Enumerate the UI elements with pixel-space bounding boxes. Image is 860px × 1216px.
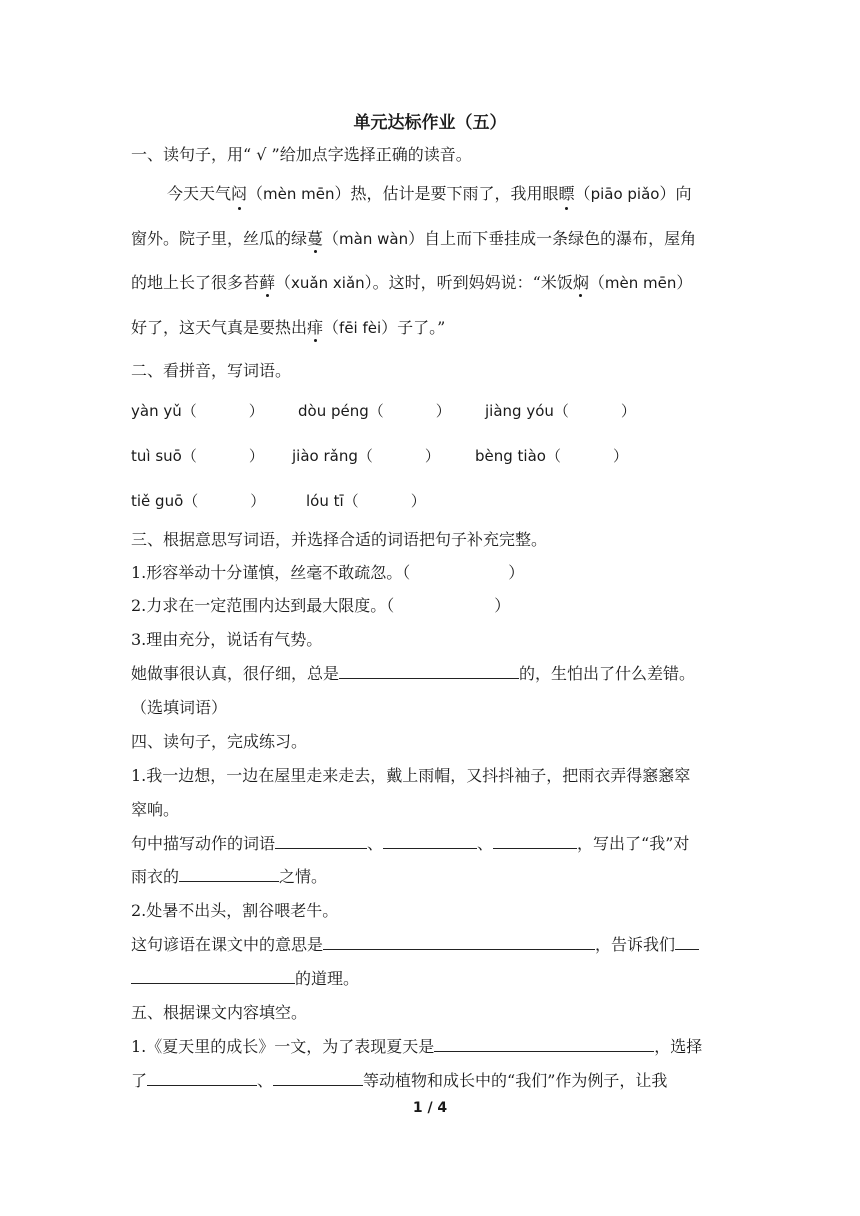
- answer-blank[interactable]: [434, 1036, 654, 1052]
- pinyin-item: tuì suō（ ）: [131, 447, 264, 465]
- answer-blank[interactable]: [493, 833, 577, 849]
- page-title: 单元达标作业（五）: [353, 113, 507, 133]
- section-3-heading: 三、根据意思写词语，并选择合适的词语把句子补充完整。: [131, 530, 548, 549]
- question-4-1-fill: 句中描写动作的词语 、 、 ，写出了“我”对: [131, 834, 690, 853]
- question-3-3: 3.理由充分，说话有气势。: [131, 630, 323, 649]
- section-4-heading: 四、读句子，完成练习。: [131, 732, 308, 751]
- pinyin-item: lóu tī（ ）: [306, 492, 426, 510]
- section-1-heading: 一、读句子，用“ √ ”给加点字选择正确的读音。: [131, 145, 472, 164]
- answer-blank[interactable]: [323, 934, 595, 950]
- question-4-1: 1.我一边想，一边在屋里走来走去，戴上雨帽，又抖抖袖子，把雨衣弄得窸窸窣: [131, 766, 691, 785]
- answer-blank[interactable]: [675, 934, 699, 950]
- answer-blank[interactable]: [339, 663, 519, 679]
- answer-blank[interactable]: [147, 1070, 257, 1086]
- section-5-heading: 五、根据课文内容填空。: [131, 1003, 308, 1022]
- question-5-1: 1.《夏天里的成长》一文，为了表现夏天是 ，选择: [131, 1037, 703, 1056]
- question-4-2: 2.处暑不出头，割谷喂老牛。: [131, 901, 339, 920]
- section-2-heading: 二、看拼音，写词语。: [131, 361, 292, 380]
- question-3-1: 1.形容举动十分谨慎，丝毫不敢疏忽。（ ）: [131, 563, 525, 582]
- page-number: 1 / 4: [412, 1100, 448, 1116]
- answer-blank[interactable]: [383, 833, 477, 849]
- question-3-2: 2.力求在一定范围内达到最大限度。（ ）: [131, 596, 511, 615]
- answer-blank[interactable]: [275, 833, 367, 849]
- section-1-line-3: 的地上长了很多苔藓（xuǎn xiǎn）。这时，听到妈妈说：“米饭焖（mèn mēn）: [131, 273, 693, 292]
- question-4-2-fill: 这句谚语在课文中的意思是 ，告诉我们: [131, 934, 699, 956]
- section-1-line-2: 窗外。院子里，丝瓜的绿蔓（màn wàn）自上而下垂挂成一条绿色的瀑布，屋角: [131, 229, 697, 248]
- pinyin-item: bèng tiào（ ）: [475, 447, 628, 465]
- question-5-1-cont: 了 、 等动植物和成长中的“我们”作为例子，让我: [131, 1071, 668, 1090]
- pinyin-item: dòu péng（ ）: [298, 402, 451, 420]
- question-4-2-fill-2: 的道理。: [131, 968, 359, 990]
- answer-blank[interactable]: [273, 1070, 363, 1086]
- answer-blank[interactable]: [179, 866, 279, 882]
- fill-note: （选填词语）: [131, 698, 228, 717]
- sentence-fill: 她做事很认真，很仔细，总是 的，生怕出了什么差错。: [131, 664, 696, 683]
- pinyin-item: jiàng yóu（ ）: [485, 402, 636, 420]
- answer-blank[interactable]: [131, 968, 295, 984]
- pinyin-item: jiào rǎng（ ）: [292, 447, 440, 465]
- section-1-line-1: 今天天气闷（mèn mēn）热，估计是要下雨了，我用眼瞟（piāo piǎo）向: [167, 184, 692, 203]
- section-1-line-4: 好了，这天气真是要热出痱（fēi fèi）子了。”: [131, 318, 446, 337]
- pinyin-item: yàn yǔ（ ）: [131, 402, 264, 420]
- question-4-1-fill-2: 雨衣的 之情。: [131, 867, 328, 886]
- question-4-1-cont: 窣响。: [131, 800, 180, 819]
- pinyin-item: tiě guō（ ）: [131, 492, 266, 510]
